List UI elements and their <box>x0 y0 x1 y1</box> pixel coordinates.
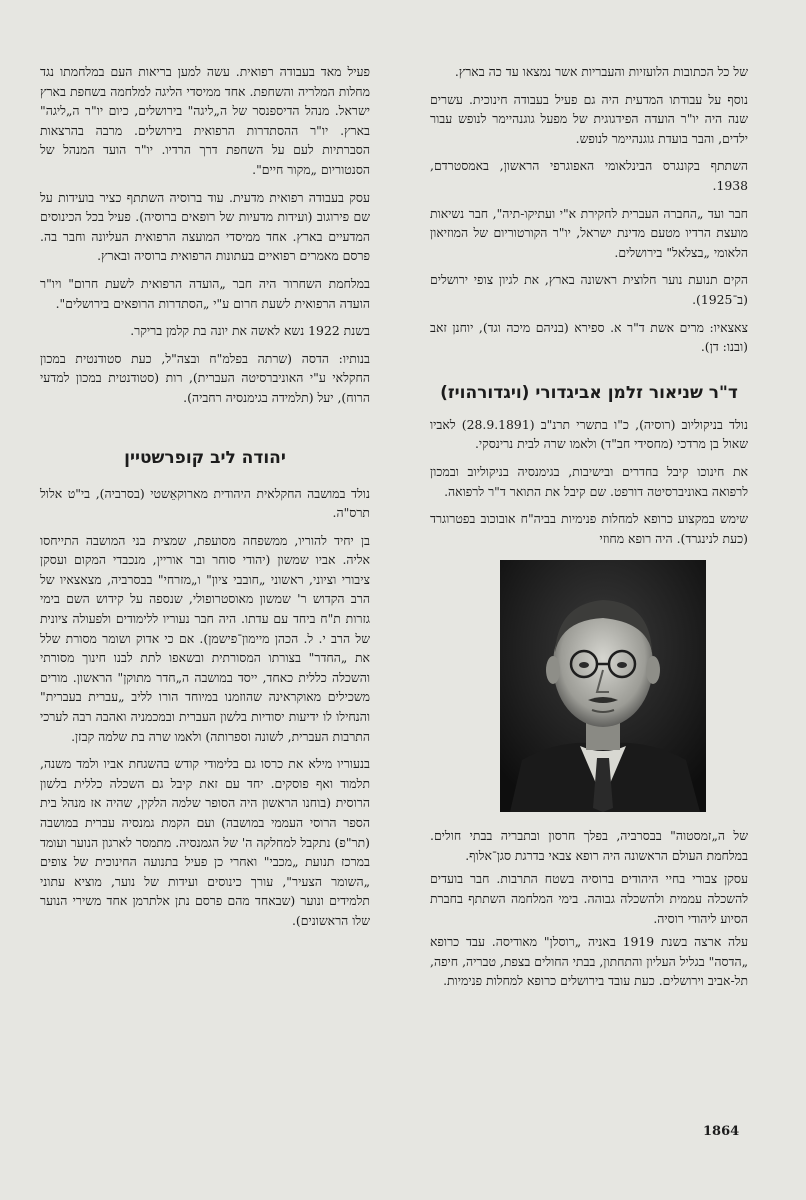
text-paragraph: את חינוכו קיבל בחדרים ובישיבות, בגימנסיה בניקוליוב ובמכון לרפואה באוניברסיטה דורפט. שם קיבל את התואר ד"ר לרפואה. <box>430 463 748 499</box>
text-paragraph: פעיל מאד בעבודה רפואית. עשה למען בריאות העם במלחמתו נגד מחלות המלריה והשחפת. אחד ממיסדי הליגה למלחמה בשחפת בארץ ישראל. מנהל הדיספנסר של ה„ליגה" בירושלים, כיום יו"ר ה„ליגה" בארץ. יו"ר ההסתדרות הרפואית בירושלים. מרבה בהרצאות הסברתיות לעם על השחפת דרך הרדיו. יו"ר הועד המנהל של הסנטוריום „מקור חיים". <box>40 64 370 177</box>
text-paragraph: נוסף על עבודתו המדעית היה גם פעיל בעבודה חינוכית. עשרים שנה היה יו"ר הועדה הפידגוגית של מפעל גוגנהיימר לנופש עבור ילדים, והבר בועדת גוגנהיימר לנופש. <box>430 91 748 146</box>
text-paragraph: בנעוריו מילא את כרסו גם בלימודי קודש בהשגחת אביו ולמד משנה, תלמוד ואף פוסקים. יחד עם זאת קיבל גם השכלה כללית בלשון הרוסית (בוחנו הראשון היה הסופר שלמה הלקין, שהיה אז מנהל בית הספר הרוסי העממי במושבה) ועם הקמת גמנסיה עברית במושבה (תר"פ) נתקבל למחלקה ה' של הגמנסיה. מתמסר לארגון הנוער ועומד במרכז תנועת „מכבי" ואחרי כן פעיל בתנועה החינוכית של צופים „השומר הצעיר", עורך כינוסים ועידות של נוער, מוציא עתוני תלמידים ונוער (שבאחד מהם פרסם נתן אלתרמן אחד משירי הנוער שלו הראשונים). <box>40 756 370 928</box>
right-column <box>430 62 748 995</box>
text-paragraph: נולד בניקוליוב (רוסיה), כ"ו בתשרי תרנ"ב (28.9.1891) לאביו שאול בן מרדכי (מחסידי חב"ד) ולאמו שרה לבית נרינסקי. <box>430 416 748 452</box>
text-paragraph: עסק בעבודה רפואית מדעית. עוד ברוסיה השתתף כציר בועידות על שם פירוגוב (ועידות מדעיות של רופאים ברוסיה). פעיל בכל הכינוסים המדעיים בארץ. אחד ממיסדי המועצה הרפואית העליונה וחבר בה. פרסם מאמרים רפואיים בעתונות הרפואית ברוסיה ובארץ. <box>40 189 370 264</box>
text-paragraph: של ה„זמסטוה" בבסרביה, בפלך חרסון ובתבריה בבתי חולים. במלחמת העולם הראשונה היה רופא צבאי בדרגת סגן־אלוף. <box>430 828 748 863</box>
text-paragraph: עלה ארצה בשנת 1919 באניה „רוסלן" מאודיסה. עבד כרופא „הדסה" בגליל העליון והתחתון, בבתי החולים בצפת, טבריה, חיפה, תל-אביב וירושלים. כעת עובד בירושלים כרופא למחלות פנימיות. <box>430 934 748 989</box>
text-paragraph: הקים תנועת נוער חלוצית ראשונה בארץ, את לגיון צופי ירושלים (ב־1925). <box>430 272 748 307</box>
text-paragraph: של כל הכתובות הלועזיות והעבריות אשר נמצאו עד כה בארץ. <box>454 64 748 79</box>
text-paragraph: שימש במקצוע כרופא למחלות פנימיות בביה"ח אובוכוב בפטרוגרד (כעת לנינגרד). היה רופא מחוזי <box>430 511 748 546</box>
portrait-image <box>500 560 706 812</box>
text-paragraph: בשנת 1922 נשא לאשה את יונה בת קלמן בריקר. <box>130 323 370 339</box>
page-number: 1864 <box>703 1124 740 1139</box>
entry-heading-aviguedor: ד"ר שניאור זלמן אביגדורי (ויגדורהויז) <box>440 382 738 403</box>
entry-heading-kopershtein: יהודה ליב קופרשטיין <box>124 447 286 468</box>
text-paragraph: במלחמת השחרור היה חבר „הועדה הרפואית לשעת חרום" ויו"ר הועדה הרפואית לשעת חרום ע"י „הסתדרות הרופאים בירושלים". <box>40 275 370 311</box>
text-paragraph: השתתף בקונגרס הבינלאומי האפוגרפי הראשון, באמסטרדם, 1938. <box>430 158 748 193</box>
text-paragraph: עסקן צבורי בחיי היהודים ברוסיה בשטח התרבות. חבר בועדים להשכלה עממית ולהשכלה גבוהה. בימי המלחמה השתתף בחברת הסיוע ליהודי רוסיה. <box>430 871 748 926</box>
text-paragraph: בנותיו: הדסה (שרתה בפלמ"ח ובצה"ל, כעת סטודנטית במכון החקלאי ע"י האוניברסיטה העברית), רות (סטודנטית במכון למדעי הרוח), יעל (תלמידה בגימנסיה רחביה). <box>40 350 370 405</box>
descendants-paragraph: צאצאיו: מרים אשת ד"ר א. ספירא (בניהם מיכה וגד), יוחנן זאב (ובנו: דן). <box>430 319 748 355</box>
text-paragraph: בן יחיד להוריו, ממשפחה מסועפת, שמצית בני המושבה התייחסו אליה. אביו שמשון (יהודי סוחר ובר אוריין, מנכבדי המקום ועסקן ציבורי וציוני, ראשוני „חובבי ציון" ו„מזרחי" בבסרביה, מצאצאיו של הרב הקדוש ר' שמשון מאוסטרופולי, שנספה על קידוש השם בימי גזרות ת"ח ביחד עם עדתו. היה חבר נעוריו ללימודים ולפעולה ציונית של הרב י. ל. הכהן מיימון־פישמן). אם כי אדוק ושומר מסורת שלל את „החדר" בצורתו המסורתית ובשאפו לתת לבנו חינוך מסורתי והשכלה כללית כאחד, ייסד במושבה ה„חדר מתוקן" הראשון. מורים משכילים מאוקראינה שהוזמנו במיוחד הורו לליב „עברית בעברית" והנחילו לו ידיעות יסודיות בלשון העברית ובמכמניה ואהבה רבה לערכי התרבות העברית, לשונה וספרותה) ולאמו שרה בת שלמה קבזן. <box>40 532 370 744</box>
left-column <box>40 62 370 939</box>
text-paragraph: נולד במושבה החקלאית היהודית מארוקאֵשטי (בסרביה), בי"ט אלול תרס"ה. <box>40 485 370 521</box>
portrait-photo <box>500 560 706 812</box>
text-paragraph: חבר ועד „החברה העברית לחקירת א"י ועתיקו-תיה", חבר נשיאות מועצת הרדיו מטעם מדינת ישראל, יו"ר הקורטוריום של המוזיאון הלאומי „בצלאל" בירושלים. <box>430 205 748 260</box>
